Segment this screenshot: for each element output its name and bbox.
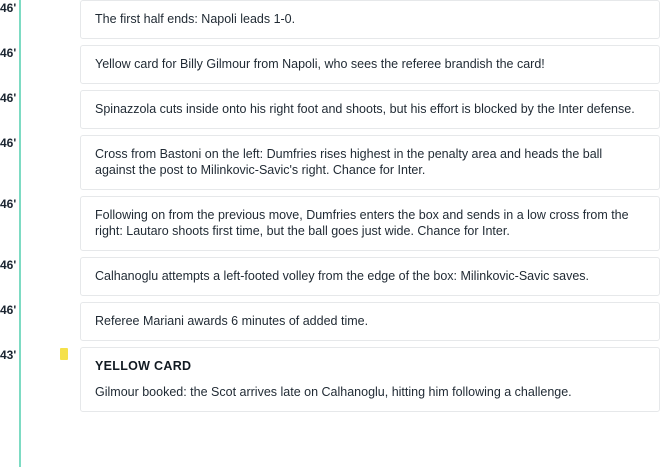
event-description: Referee Mariani awards 6 minutes of added time. xyxy=(95,314,369,328)
event-description: The first half ends: Napoli leads 1-0. xyxy=(95,12,296,26)
event-minute xyxy=(0,196,60,212)
timeline-event xyxy=(0,135,660,190)
event-card[interactable] xyxy=(80,45,660,84)
event-card[interactable] xyxy=(80,347,660,412)
event-description: Spinazzola cuts inside onto his right foot and shoots, but his effort is blocked by the Inter defense. xyxy=(95,102,635,116)
event-card[interactable] xyxy=(80,90,660,129)
event-minute xyxy=(0,347,60,363)
yellow-card-icon xyxy=(60,348,68,360)
timeline-event xyxy=(0,302,660,341)
event-minute-label: 46' xyxy=(0,136,17,150)
event-minute xyxy=(0,0,60,16)
event-minute xyxy=(0,45,60,61)
timeline-event xyxy=(0,257,660,296)
event-minute xyxy=(0,302,60,318)
event-title: YELLOW CARD xyxy=(95,359,192,373)
event-description: Calhanoglu attempts a left-footed volley from the edge of the box: Milinkovic-Savic saves. xyxy=(95,269,590,283)
event-minute-label: 46' xyxy=(0,258,17,272)
timeline-event xyxy=(0,347,660,412)
event-minute-label: 43' xyxy=(0,348,17,362)
event-card[interactable] xyxy=(80,0,660,39)
event-minute-label: 46' xyxy=(0,91,17,105)
timeline-event xyxy=(0,196,660,251)
event-minute-label: 46' xyxy=(0,303,17,317)
event-minute xyxy=(0,135,60,151)
event-card[interactable] xyxy=(80,302,660,341)
event-minute-label: 46' xyxy=(0,197,17,211)
timeline-event xyxy=(0,45,660,84)
event-minute-label: 46' xyxy=(0,46,17,60)
event-minute xyxy=(0,90,60,106)
event-card[interactable] xyxy=(80,135,660,190)
event-minute xyxy=(0,257,60,273)
event-card[interactable] xyxy=(80,196,660,251)
event-minute-label: 46' xyxy=(0,1,17,15)
event-description: Yellow card for Billy Gilmour from Napoli, who sees the referee brandish the card! xyxy=(95,57,545,71)
event-description: Following on from the previous move, Dumfries enters the box and sends in a low cross from the right: Lautaro shoots first time, but the ball goes just wide. Chance for Inter. xyxy=(95,208,629,238)
event-card[interactable] xyxy=(80,257,660,296)
event-description: Cross from Bastoni on the left: Dumfries rises highest in the penalty area and heads the ball against the post to Milinkovic-Savic's right. Chance for Inter. xyxy=(95,147,603,177)
timeline-event xyxy=(0,90,660,129)
timeline-event xyxy=(0,0,660,39)
event-card-slot xyxy=(60,347,80,360)
event-description: Gilmour booked: the Scot arrives late on Calhanoglu, hitting him following a challenge. xyxy=(95,385,572,399)
